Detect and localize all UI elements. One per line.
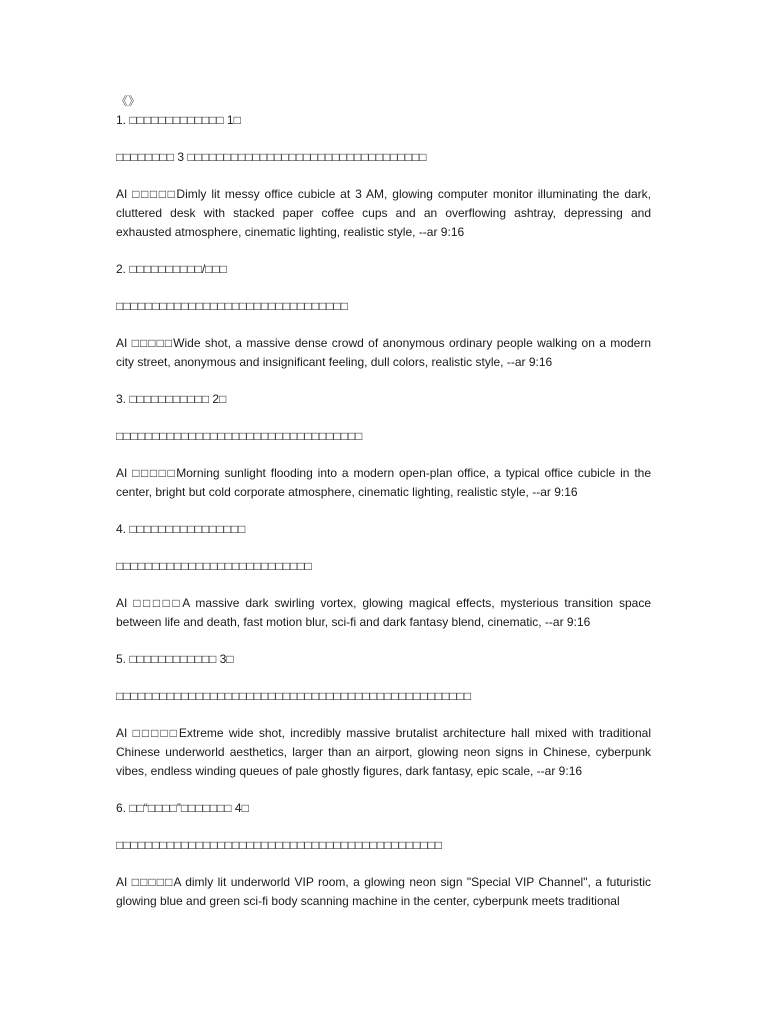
ai-prompt-text: AI □□□□□Wide shot, a massive dense crowd of anonymous ordinary people walking on a modern city street, anonymous and insignificant feeling, dull colors, realistic style, --ar 9:16 [116, 336, 651, 369]
document-title: 《》 [116, 94, 141, 108]
ai-prompt-text: AI □□□□□Extreme wide shot, incredibly massive brutalist architecture hall mixed with traditional Chinese underworld aesthetics, larger than an airport, glowing neon signs in Chinese, cyberpunk vibes, endless winding queues of pale ghostly figures, dark fantasy, epic scale, --ar 9:16 [116, 726, 651, 778]
ai-prompt-text: AI □□□□□A dimly lit underworld VIP room, a glowing neon sign "Special VIP Channel", a futuristic glowing blue and green sci-fi body scanning machine in the center, cyberpunk meets traditional [116, 875, 651, 908]
section-heading: 3. □□□□□□□□□□□ 2□ [116, 392, 227, 406]
section-description: □□□□□□□□□□□□□□□□□□□□□□□□□□□□□□□□ [116, 299, 348, 313]
section-3 [116, 390, 651, 502]
section-heading: 2. □□□□□□□□□□/□□□ [116, 262, 227, 276]
section-heading: 1. □□□□□□□□□□□□□ 1□ [116, 113, 241, 127]
ai-prompt-text: AI □□□□□A massive dark swirling vortex, glowing magical effects, mysterious transition space between life and death, fast motion blur, sci-fi and dark fantasy blend, cinematic, --ar 9:16 [116, 596, 651, 629]
section-description: □□□□□□□□□□□□□□□□□□□□□□□□□□□□□□□□□□□□□□□□□□□□□□□□□ [116, 689, 472, 703]
section-heading: 5. □□□□□□□□□□□□ 3□ [116, 652, 234, 666]
ai-prompt-text: AI □□□□□Morning sunlight flooding into a modern open-plan office, a typical office cubicle in the center, bright but cold corporate atmosphere, cinematic lighting, realistic style, --ar 9:16 [116, 466, 651, 499]
section-heading: 4. □□□□□□□□□□□□□□□□ [116, 522, 246, 536]
section-description: □□□□□□□□□□□□□□□□□□□□□□□□□□□□□□□□□□□□□□□□□□□□□ [116, 838, 443, 852]
section-4 [116, 520, 651, 632]
section-description: □□□□□□□□□□□□□□□□□□□□□□□□□□□ [116, 559, 312, 573]
section-1 [116, 111, 651, 242]
section-description: □□□□□□□□□□□□□□□□□□□□□□□□□□□□□□□□□□ [116, 429, 363, 443]
section-6 [116, 799, 651, 911]
section-2 [116, 260, 651, 372]
section-heading: 6. □□“□□□□”□□□□□□□ 4□ [116, 801, 249, 815]
section-5 [116, 650, 651, 781]
section-description: □□□□□□□□ 3 □□□□□□□□□□□□□□□□□□□□□□□□□□□□□□□□□ [116, 150, 427, 164]
document-page [116, 92, 651, 929]
ai-prompt-text: AI □□□□□Dimly lit messy office cubicle at 3 AM, glowing computer monitor illuminating the dark, cluttered desk with stacked paper coffee cups and an overflowing ashtray, depressing and exhausted atmosphere, cinematic lighting, realistic style, --ar 9:16 [116, 187, 651, 239]
